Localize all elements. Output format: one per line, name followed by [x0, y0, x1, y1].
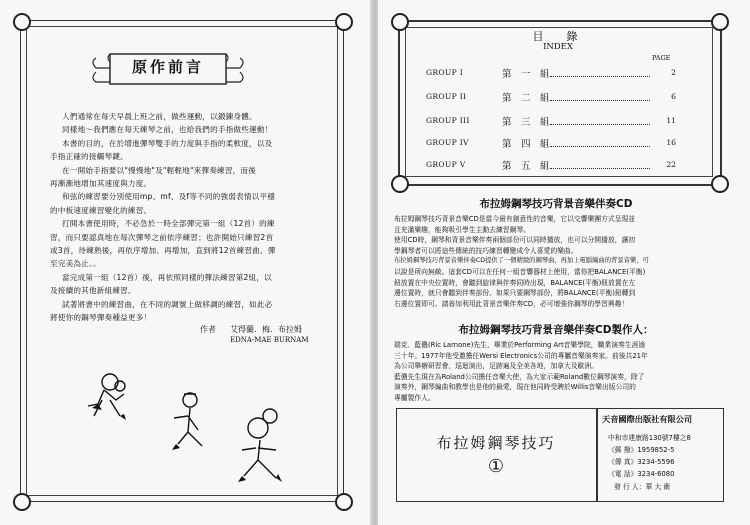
author-label: 作者	[200, 325, 216, 334]
book-title: 布拉姆鋼琴技巧	[436, 434, 556, 452]
toc-title: 目 錄	[532, 30, 584, 43]
producer-line: 三十年。1977年他受邀擔任Wersi Electronics公司的專屬音樂演奏家。前後共21年	[394, 351, 648, 360]
producer-line: 為公司舉辦研習會，巡迴演出，足跡遍及全美各地，加拿大及歐洲。	[394, 362, 598, 371]
publisher-postal: 《郵 撥》1959852-5	[608, 446, 675, 454]
preface-text	[50, 110, 340, 325]
right-page	[378, 0, 750, 525]
preface-line: 將使你的鋼琴彈奏種益更多！	[50, 313, 152, 323]
author-chinese: 艾得蘭．梅．布拉姆	[230, 325, 302, 334]
figure-illustrations	[80, 360, 300, 490]
preface-line: 在一開始手指要以"慢慢地"及"輕輕地"來彈奏練習，而後	[62, 165, 257, 175]
toc-leader	[550, 76, 650, 77]
cd-line: 使用CD時，鋼琴和背景音樂伴奏兩個部份可以同時播放，也可以分開播放，讓初	[394, 236, 636, 245]
producer-line: 藍儂先生現在為Roland公司擔任音樂大使，為大家示範Roland數位鋼琴演奏，除了	[394, 372, 645, 381]
banner-title: 原作前言	[131, 58, 204, 76]
preface-line: 再漸漸地增加其速度與力度。	[50, 179, 152, 189]
preface-line: 本書的目的，在於增進彈琴雙手的力度與手指的柔軟度，以及	[62, 138, 273, 148]
frame-corner-ornament	[335, 13, 353, 31]
publisher-phone: 《電 話》3234-6080	[608, 470, 675, 478]
toc-group: GROUP II	[426, 92, 467, 101]
publisher-fax: 《傳 真》3234-5596	[608, 458, 675, 466]
producer-line: 演奏外，鋼琴編曲和教學也是他的最愛，現在他同時受聘於Willis音樂出版公司的	[394, 383, 636, 392]
toc-leader	[550, 168, 650, 169]
toc-page: 2	[671, 68, 676, 77]
toc-group: GROUP I	[426, 68, 464, 77]
publisher-name: 天音國際出版社有限公司	[602, 414, 693, 424]
preface-line: 習，而只要認真地在每次彈琴之前依序練習；也許開始只練習2首	[50, 232, 274, 242]
toc-name: 第 五 組	[502, 161, 550, 172]
toc-subtitle: INDEX	[543, 42, 573, 52]
cd-line: 且充滿樂趣，能夠吸引學生主動去練習鋼琴。	[394, 225, 530, 234]
toc-page-header: PAGE	[652, 54, 671, 62]
toc-row[interactable]	[426, 92, 676, 106]
frame-corner-ornament	[391, 175, 409, 193]
cd-heading: 布拉姆鋼琴技巧背景音樂伴奏CD	[479, 198, 633, 210]
cd-body	[394, 214, 730, 309]
cd-line: 學鋼琴者可以將這些傳統的技巧練習轉變成令人喜愛的樂曲。	[394, 246, 578, 255]
producer-line: 瑞克．藍儂(Ric Larnone)先生，畢業於Performing Art音樂學院，職業演奏生涯逾	[394, 341, 646, 349]
producer-line: 專屬製作人。	[394, 393, 435, 402]
preface-line: 至完美為止。。	[50, 259, 101, 269]
publisher-divider	[596, 408, 598, 501]
toc-row[interactable]	[426, 160, 676, 174]
cd-line: 右邊位置即可。請善加利用此背景音樂伴奏CD，必可增強你鋼琴的學習興趣！	[394, 299, 629, 308]
toc-page: 11	[666, 116, 676, 125]
toc-page: 22	[666, 160, 676, 169]
publisher-issuer: 發 行 人：華 大 衛	[614, 483, 671, 491]
cd-line: 以說是所向無敵。這套CD可以在任何一組音響器材上使用，當你把BALANCE(平衡)	[394, 267, 646, 276]
preface-line: 的中板速度練習變化的練習。	[50, 205, 152, 215]
toc-group: GROUP IV	[426, 138, 469, 147]
cd-line: 邊位置時，就只會聽到伴奏部份。如果只要鋼琴部份，將BALANCE(平衡)鈕轉到	[394, 289, 636, 298]
toc-group: GROUP V	[426, 160, 466, 169]
preface-line: 當完成第一組（12首）後，再依照同樣的彈法練習第2組，以	[62, 272, 272, 282]
toc-page: 16	[666, 138, 676, 147]
toc-name: 第 四 組	[502, 139, 550, 150]
preface-line: 手指正確的接觸琴鍵。	[50, 152, 128, 162]
toc-leader	[550, 100, 650, 101]
toc-group: GROUP III	[426, 116, 470, 125]
toc-name: 第 二 組	[502, 93, 550, 104]
toc-row[interactable]	[426, 68, 676, 82]
producer-heading: 布拉姆鋼琴技巧背景音樂伴奏CD製作人：	[458, 324, 654, 336]
cd-line: 鈕放置在中央位置時，會聽到旋律與伴奏同時出現，BALANCE(平衡)鈕放置在左	[394, 278, 636, 287]
author-english: EDNA-MAE BURNAM	[230, 336, 309, 344]
preface-line: 試著將書中的練習曲，在不同的調號上做移調的練習，如此必	[62, 299, 273, 309]
producer-body	[394, 340, 730, 404]
volume-number: ①	[487, 456, 505, 477]
toc-row[interactable]	[426, 138, 676, 152]
frame-corner-ornament	[13, 13, 31, 31]
preface-line: 及接續的其他新組練習。	[50, 286, 136, 296]
cd-line: 布拉姆鋼琴技巧背景音樂伴奏CD提供了一個精緻的鋼琴曲，再加上電腦編曲的背景音樂，可	[394, 257, 649, 265]
frame-corner-ornament	[335, 493, 353, 511]
publisher-address: 中和市建康路130號7樓之8	[608, 434, 691, 442]
preface-line: 人們通常在每天早晨上班之前，做些運動，以鍛鍊身體。	[62, 112, 257, 121]
toc-row[interactable]	[426, 116, 676, 130]
preface-line: 和弦的練習要分別使用mp、mf、及f等不同的強弱表情以平穩	[62, 192, 276, 202]
preface-line: 打開本書使用時，不必急於一時全部彈完第一組（12首）的練	[62, 219, 275, 229]
toc-leader	[550, 124, 650, 125]
toc-page: 6	[671, 92, 676, 101]
left-page	[0, 0, 372, 525]
frame-corner-ornament	[711, 175, 729, 193]
cd-line: 布拉姆鋼琴技巧背景音樂CD是當今最有創意性的音樂，它以交響樂團方式呈現並	[394, 215, 636, 223]
toc-name: 第 一 組	[502, 69, 550, 80]
preface-line: 或3首，待練熟後，再依序增加、再增加，直到將12首練習曲、彈	[50, 246, 276, 256]
preface-line: 同樣地～我們應在每天練琴之前，也給我們的手指做些運動！	[62, 125, 273, 135]
toc-leader	[550, 146, 650, 147]
toc-name: 第 三 組	[502, 117, 550, 128]
frame-corner-ornament	[13, 493, 31, 511]
